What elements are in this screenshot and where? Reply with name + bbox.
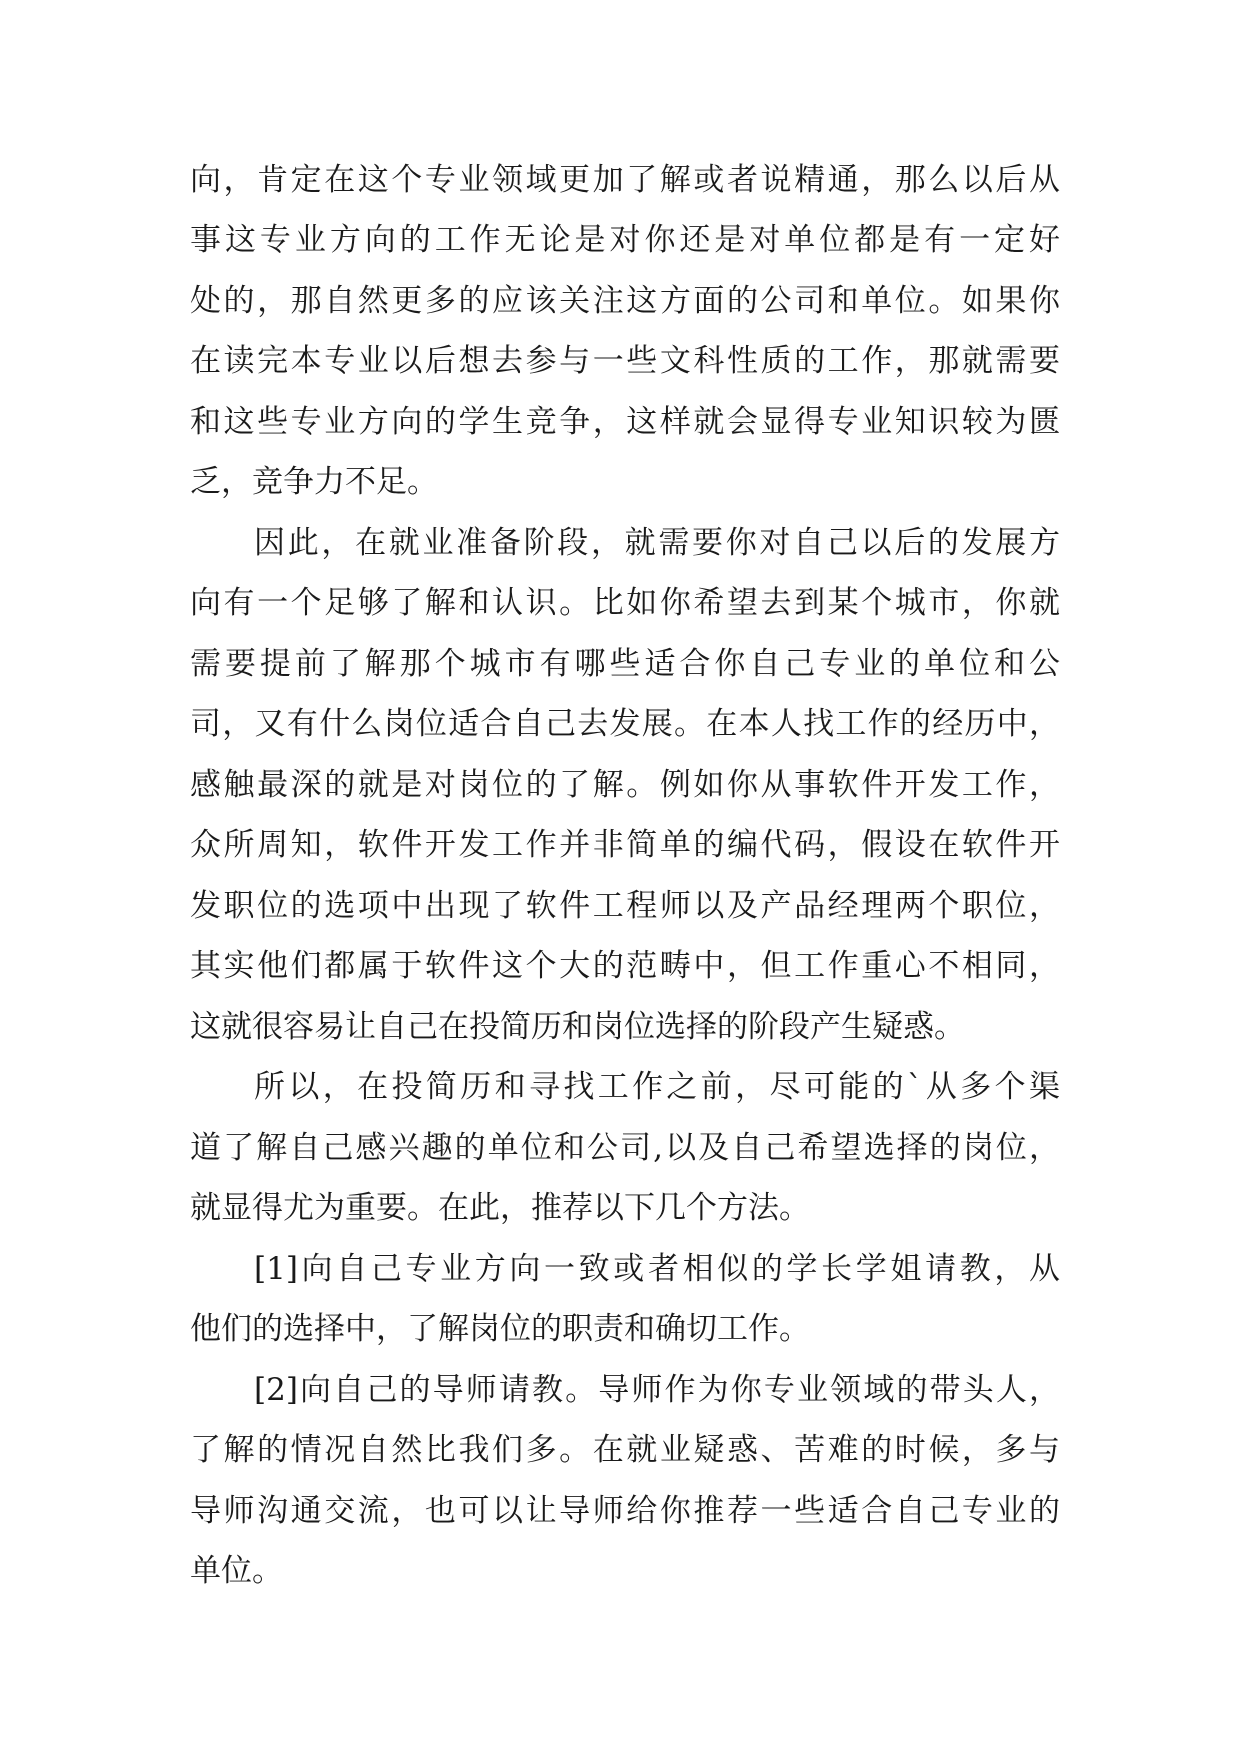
text-line: 向，肯定在这个专业领域更加了解或者说精通，那么以后从 bbox=[190, 162, 1060, 198]
text-line: 处的，那自然更多的应该关注这方面的公司和单位。如果你 bbox=[190, 283, 1060, 319]
text-line: 发职位的选项中出现了软件工程师以及产品经理两个职位， bbox=[190, 888, 1060, 924]
text-line: 乏，竞争力不足。 bbox=[190, 464, 438, 500]
text-line: 了解的情况自然比我们多。在就业疑惑、苦难的时候，多与 bbox=[190, 1432, 1060, 1468]
text-line: 单位。 bbox=[190, 1553, 283, 1589]
text-line: 他们的选择中，了解岗位的职责和确切工作。 bbox=[190, 1311, 810, 1347]
paragraph-first-line: 因此，在就业准备阶段，就需要你对自己以后的发展方 bbox=[254, 525, 1060, 561]
text-line: 就显得尤为重要。在此，推荐以下几个方法。 bbox=[190, 1190, 810, 1226]
text-line: 和这些专业方向的学生竞争，这样就会显得专业知识较为匮 bbox=[190, 404, 1060, 440]
text-line: 在读完本专业以后想去参与一些文科性质的工作，那就需要 bbox=[190, 343, 1060, 379]
text-line: 事这专业方向的工作无论是对你还是对单位都是有一定好 bbox=[190, 222, 1060, 258]
text-line: 导师沟通交流，也可以让导师给你推荐一些适合自己专业的 bbox=[190, 1493, 1060, 1529]
text-line: 这就很容易让自己在投简历和岗位选择的阶段产生疑惑。 bbox=[190, 1009, 965, 1045]
text-line: 其实他们都属于软件这个大的范畴中，但工作重心不相同， bbox=[190, 948, 1060, 984]
text-line: 众所周知，软件开发工作并非简单的编代码，假设在软件开 bbox=[190, 827, 1060, 863]
text-line: 道了解自己感兴趣的单位和公司,以及自己希望选择的岗位， bbox=[190, 1130, 1060, 1166]
list-item-1-first-line: [1]向自己专业方向一致或者相似的学长学姐请教，从 bbox=[254, 1251, 1060, 1287]
text-line: 感触最深的就是对岗位的了解。例如你从事软件开发工作， bbox=[190, 767, 1060, 803]
paragraph-first-line: 所以，在投简历和寻找工作之前，尽可能的`从多个渠 bbox=[254, 1069, 1060, 1105]
list-item-2-first-line: [2]向自己的导师请教。导师作为你专业领域的带头人， bbox=[254, 1372, 1060, 1408]
text-line: 向有一个足够了解和认识。比如你希望去到某个城市，你就 bbox=[190, 585, 1060, 621]
text-line: 司，又有什么岗位适合自己去发展。在本人找工作的经历中， bbox=[190, 706, 1060, 742]
text-line: 需要提前了解那个城市有哪些适合你自己专业的单位和公 bbox=[190, 646, 1060, 682]
